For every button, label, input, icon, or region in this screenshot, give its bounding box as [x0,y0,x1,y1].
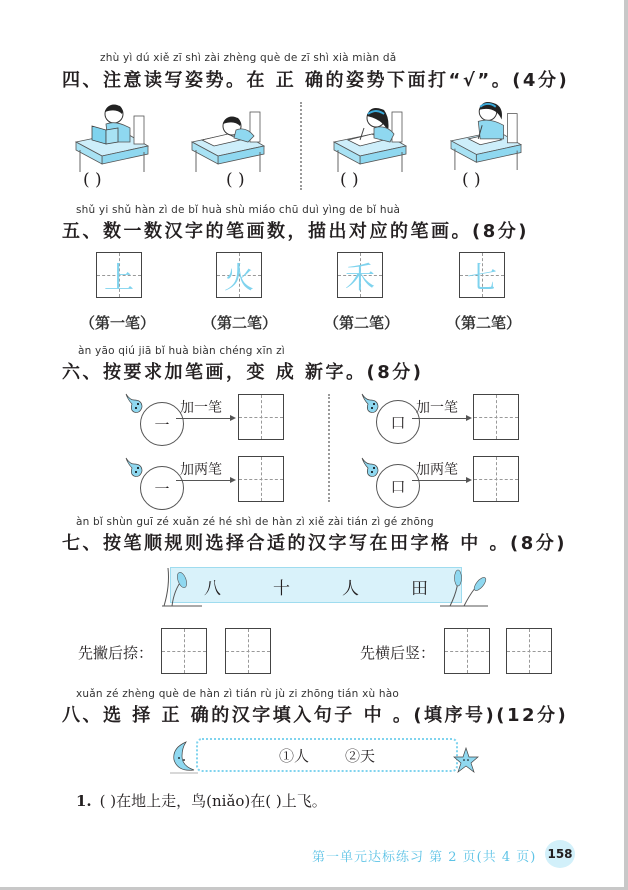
answer-blank-4[interactable]: ( ) [462,170,481,190]
trace-char: 禾 [345,261,375,296]
section-4-pinyin: zhù yì dú xiě zī shì zài zhèng què de zī shì xià miàn dǎ [100,52,397,64]
answer-blank-1[interactable]: ( ) [83,170,102,190]
trace-char: 七 [467,261,497,296]
base-char: 一 [154,479,170,498]
girl-leaning-illustration [330,102,412,172]
options-box [196,738,458,772]
question-number: 1. [76,792,92,810]
answer-box-pie-na-2[interactable] [225,628,271,674]
section-5-pinyin: shǔ yi shǔ hàn zì de bǐ huà shù miáo chū duì yìng de bǐ huà [76,204,401,216]
banner-chars [171,574,461,599]
answer-box[interactable] [473,394,519,440]
base-char: 口 [390,477,406,496]
base-char-circle [376,464,420,508]
rule-label-pie-na: 先撇后捺： [78,644,154,662]
trace-box-shang[interactable] [96,252,142,298]
stroke-label-1: （第一笔） [80,314,156,332]
answer-box[interactable] [238,456,284,502]
trace-box-he[interactable] [337,252,383,298]
instruction-label: 加一笔 [180,400,222,416]
character-banner [170,567,462,603]
arrow [176,418,234,419]
section-8-heading: 八、选 择 正 确的汉字填入句子 中 。(填序号)(12分) [62,705,569,726]
answer-box-heng-shu-1[interactable] [444,628,490,674]
base-char-circle [140,402,184,446]
banner-char: 人 [342,579,359,599]
grass-decoration-icon [160,566,204,608]
base-char-circle [140,466,184,510]
dotted-divider [328,394,330,502]
dotted-divider [300,102,302,190]
base-char: 口 [390,413,406,432]
answer-box-heng-shu-2[interactable] [506,628,552,674]
scan-edge-right [624,0,628,890]
section-4-heading: 四、注意读写姿势。在 正 确的姿势下面打“√”。(4分) [62,70,570,91]
instruction-label: 加一笔 [416,400,458,416]
section-6-pinyin: àn yāo qiú jiā bǐ huà biàn chéng xīn zì [78,345,285,357]
girl-upright-illustration [446,100,528,170]
rule-label-heng-shu: 先横后竖： [360,644,436,662]
boy-head-down-illustration [188,102,270,172]
section-5-heading: 五、数一数汉字的笔画数，描出对应的笔画。(8分) [62,221,529,242]
section-8-pinyin: xuǎn zé zhèng què de hàn zì tián rù jù zi zhōng tián xù hào [76,688,399,700]
trace-box-qi[interactable] [459,252,505,298]
answer-box-pie-na-1[interactable] [161,628,207,674]
option-2: ②天 [345,746,376,765]
banner-char: 田 [411,579,428,599]
tadpole-icon [124,392,146,414]
trace-char: 火 [224,261,254,296]
star-icon [452,746,480,774]
base-char-circle [376,400,420,444]
answer-blank-2[interactable]: ( ) [226,170,245,190]
banner-char: 八 [204,579,221,599]
arrow [412,480,470,481]
trace-box-huo[interactable] [216,252,262,298]
section-6-heading: 六、按要求加笔画，变 成 新字。(8分) [62,362,424,383]
stroke-label-4: （第二笔） [446,314,522,332]
arrow [412,418,470,419]
boy-reading-illustration [72,102,154,172]
answer-box[interactable] [473,456,519,502]
answer-box[interactable] [238,394,284,440]
stroke-label-3: （第二笔） [324,314,400,332]
instruction-label: 加两笔 [416,462,458,478]
question-text[interactable]: ( )在地上走，鸟(niǎo)在( )上飞。 [99,792,327,810]
option-1: ①人 [278,746,309,765]
trace-char: 上 [104,261,134,296]
page-number: 158 [547,847,573,861]
arrow [176,480,234,481]
section-7-pinyin: àn bǐ shùn guī zé xuǎn zé hé shì de hàn zì xiě zài tián zì gé zhōng [76,516,434,528]
footer-text: 第一单元达标练习 第 2 页(共 4 页) [312,850,537,865]
section-7-heading: 七、按笔顺规则选择合适的汉字写在田字格 中 。(8分) [62,533,568,554]
page-number-badge [545,840,575,868]
answer-blank-3[interactable]: ( ) [340,170,359,190]
instruction-label: 加两笔 [180,462,222,478]
question-1 [76,790,327,811]
banner-char: 十 [273,579,290,599]
tadpole-icon [124,456,146,478]
base-char: 一 [154,415,170,434]
stroke-label-2: （第二笔） [202,314,278,332]
wheat-decoration-icon [440,566,490,608]
